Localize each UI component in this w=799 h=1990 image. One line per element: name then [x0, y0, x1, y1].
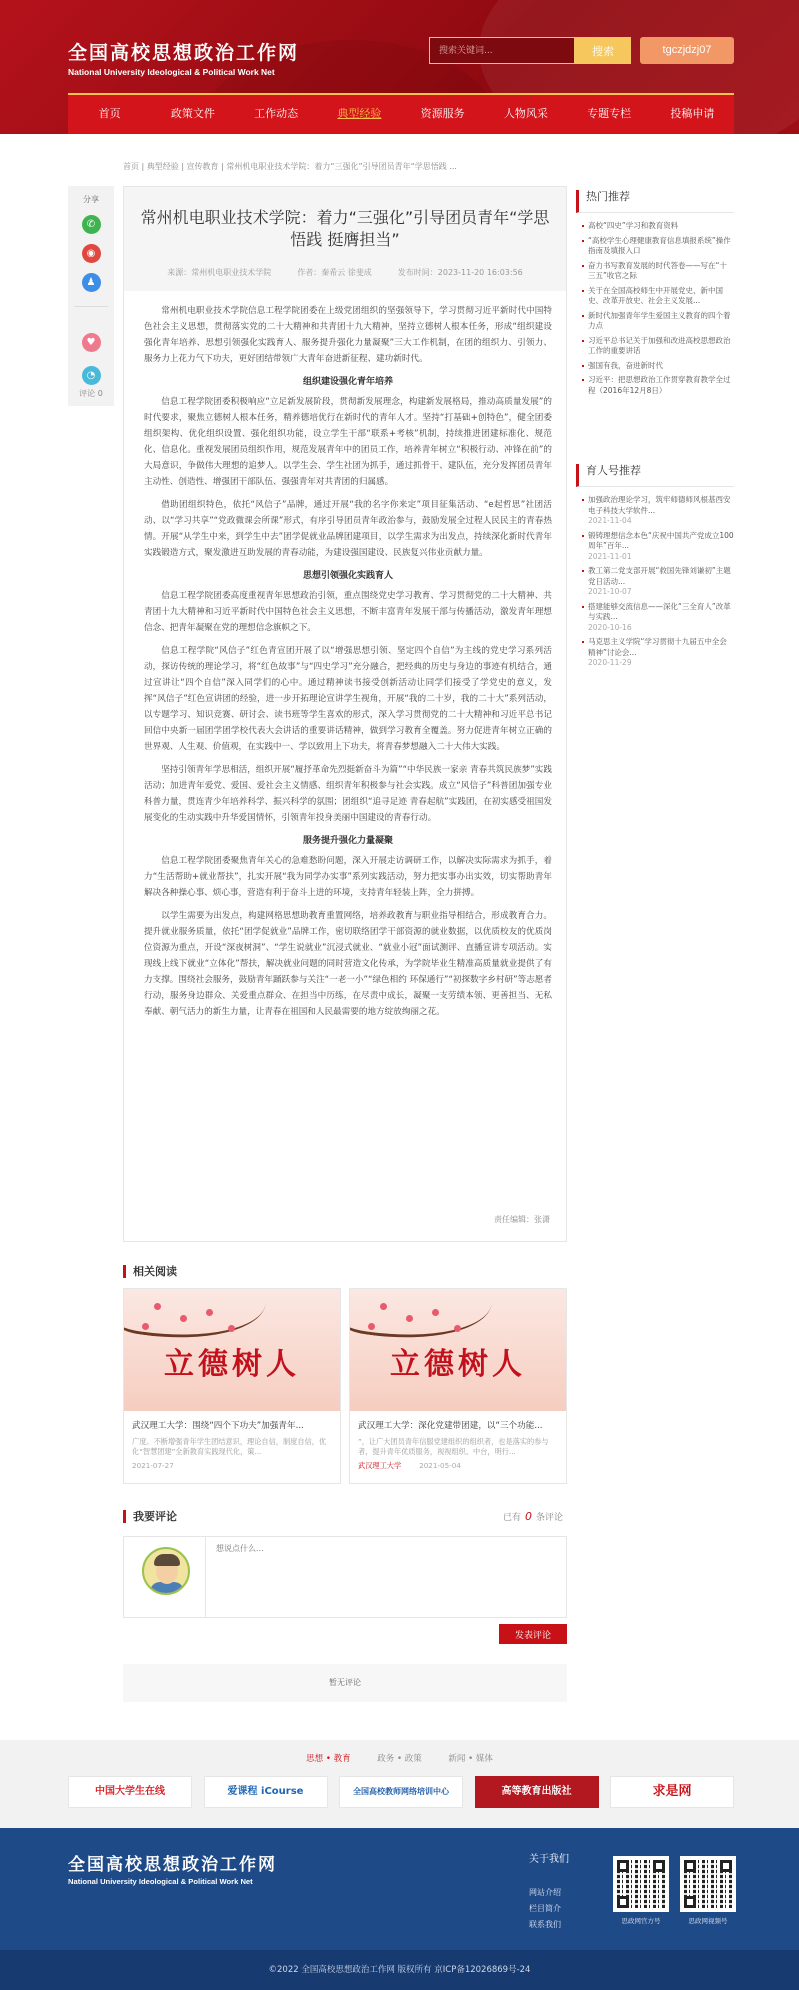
list-item[interactable]: “高校学生心理健康教育信息填报系统”操作指南及填报入口	[582, 236, 734, 257]
list-item[interactable]	[582, 637, 734, 669]
nav-topics[interactable]: 专题专栏	[587, 107, 632, 120]
links-tabs	[0, 1752, 799, 1764]
list-item[interactable]: 关于在全国高校师生中开展党史、新中国史、改革开放史、社会主义发展...	[582, 286, 734, 307]
list-item[interactable]	[582, 495, 734, 527]
footer-link[interactable]: 网站介绍	[529, 1888, 561, 1897]
article-editor: 责任编辑：张潇	[494, 1215, 550, 1224]
site-logo[interactable]	[68, 38, 299, 77]
yuren-recommend	[576, 464, 734, 673]
comment-form	[123, 1536, 567, 1618]
article-paragraph: 常州机电职业技术学院信息工程学院团委在上级党团组织的坚强领导下，学习贯彻习近平新时代中国特色社会主义思想，贯彻落实党的二十大精神和共青团十九大精神，坚持立德树人根本任务，形成“组织建设强化青年培养、思想引领强化实践育人、服务提升强化力量凝聚”三大工作机制，在团的组织力、引领力、服务力上花力气下功夫，更好团结带领广大青年奋进新征程、建功新时代。	[144, 306, 552, 364]
list-item-date: 2021-11-01	[588, 551, 632, 561]
comments-count-number: 0	[525, 1510, 533, 1523]
article-subhead: 服务提升强化力量凝聚	[302, 836, 393, 846]
related-card[interactable]	[123, 1288, 341, 1484]
article-subhead: 思想引领强化实践育人	[302, 571, 393, 581]
search-button[interactable]: 搜索	[575, 37, 631, 64]
avatar	[124, 1537, 206, 1617]
related-title: 相关阅读	[123, 1265, 177, 1278]
nav-work-news[interactable]: 工作动态	[254, 107, 299, 120]
related-card-desc: ”，让广大团员青年信服党建组织的组织者，也是落实的参与者，提升青年优质服务，视视组织、中台，明行...	[358, 1437, 549, 1456]
partner-logo[interactable]: 爱课程 iCourse	[204, 1776, 328, 1808]
nav-home[interactable]: 首页	[98, 107, 121, 120]
search-input[interactable]	[429, 37, 575, 64]
list-item-text: 锻铸理想信念本色“庆祝中国共产党成立100周年”百年...	[588, 530, 734, 550]
related-card-tag[interactable]: 武汉理工大学	[358, 1461, 402, 1470]
related-image	[124, 1289, 340, 1411]
main-nav	[68, 93, 734, 134]
comments-count-suffix: 条评论	[536, 1513, 564, 1523]
list-item[interactable]	[582, 566, 734, 598]
qr-code	[680, 1856, 736, 1925]
list-item-text: 搭建能够交流信息——深化“三全育人”改革与实践...	[588, 601, 731, 621]
submit-comment-button[interactable]: 发表评论	[499, 1624, 567, 1644]
list-item[interactable]	[582, 531, 734, 563]
nav-people[interactable]: 人物风采	[503, 107, 548, 120]
related-card-meta	[358, 1461, 558, 1471]
related-card-title[interactable]: 武汉理工大学：围绕“四个下功夫”加强青年...	[132, 1421, 304, 1431]
qr-caption: 思政网视频号	[688, 1917, 728, 1925]
partner-logo[interactable]: 求是网	[610, 1776, 734, 1808]
logo-en: National University Ideological & Political Work Net	[68, 67, 275, 77]
article-body	[124, 291, 566, 1020]
partner-logo[interactable]: 全国高校教师网络培训中心	[339, 1776, 463, 1808]
user-account-button[interactable]: tgczjdzj07	[640, 37, 734, 64]
article-paragraph: 信息工程学院团委积极响应“立足新发展阶段，贯彻新发展理念，构建新发展格局，推动高质量发展”的时代要求，聚焦立德树人根本任务，精养德培优行在新时代的青年人才。坚持“打基础+创特色”，健全团委组织架构、优化组织设置、强化组织功能，设立学生干部“联系+考核”机制，持续推进团建标准化、规范化、信息化。重视发展团员组织作用，规范发展青年中的团员工作，培养青年树立“积极行动、冲锋在前”的大局意识，争做伟大理想的追梦人。以学生会、学生社团为抓手，通过抓骨干、建队伍，充分发挥团员青年主动性、创造性、增强团干部队伍、强强青年对共青团的归属感。	[144, 397, 552, 487]
weibo-icon[interactable]: ◉	[82, 244, 101, 263]
qr-code-icon	[680, 1856, 736, 1912]
footer-logo[interactable]	[68, 1850, 277, 1886]
list-item-text: 教工第二党支部开展“救国先锋刘谦初”主题党日活动...	[588, 566, 731, 586]
article-paragraph: 信息工程学院团委聚焦青年关心的急难愁盼问题，深入开展走访调研工作，以解决实际需求为抓手，着力“生活帮助+就业帮扶”，扎实开展“我为同学办实事”系列实践活动，努力把实事办出实效，切实帮助青年解决各种操心事、烦心事，营造有利于奋斗上进的环境，支持青年轻装上阵，全力拼搏。	[144, 856, 552, 898]
nav-policy[interactable]: 政策文件	[170, 107, 215, 120]
comments-count	[503, 1510, 563, 1523]
footer-logo-en: National University Ideological & Political Work Net	[68, 1877, 253, 1886]
related-card[interactable]	[349, 1288, 567, 1484]
list-item-text: 加强政治理论学习，筑牢师德师风根基西安电子科技大学软件...	[588, 495, 731, 515]
comment-count: 评论 0	[79, 389, 103, 398]
related-text	[124, 1411, 340, 1478]
yuren-list	[576, 487, 734, 669]
list-item[interactable]: 强国有我，奋进新时代	[582, 361, 734, 372]
logo-cn: 全国高校思想政治工作网	[68, 42, 300, 64]
qr-code	[613, 1856, 669, 1925]
comments-count-prefix: 已有	[503, 1513, 522, 1523]
qr-caption: 思政网官方号	[621, 1917, 661, 1925]
list-item[interactable]: 奋力书写教育发展的时代答卷——写在“十三五”收官之际	[582, 261, 734, 282]
article-author: 作者：秦希云 徐斐成	[297, 268, 372, 277]
article-header	[124, 187, 566, 291]
comment-input[interactable]	[206, 1537, 566, 1617]
article-paragraph: 坚持引领青年学思相活，组织开展“履抒革命先烈挺新奋斗为篇”“中华民族一家亲 青春共筑民族梦”实践活动；加进青年爱党、爱国、爱社会主义情感、组织青年积极参与社会实践。成立“风信子”科普团加强专业科普力量，贯连青少年培养科学、振兴科学的氛围；团组织“追寻足迹 青春起航”实践团，在初实感受祖国发展变化的生动实践中升华爱国情怀，引领青年投身美丽中国建设的青春行动。	[144, 765, 552, 823]
article-source: 来源：常州机电职业技术学院	[167, 268, 272, 277]
qr-code-icon	[613, 1856, 669, 1912]
wechat-icon[interactable]: ✆	[82, 215, 101, 234]
tab-ideology-education[interactable]: 思想 • 教育	[306, 1754, 351, 1764]
nav-resources[interactable]: 资源服务	[420, 107, 465, 120]
list-item[interactable]: 习近平：把思想政治工作贯穿教育教学全过程（2016年12月8日）	[582, 375, 734, 396]
article-subhead: 组织建设强化青年培养	[302, 377, 393, 387]
avatar-icon	[142, 1547, 190, 1595]
about-us-title: 关于我们	[529, 1854, 569, 1865]
yuren-recommend-title: 育人号推荐	[576, 464, 734, 487]
related-slogan: 立德树人	[164, 1347, 300, 1382]
search-bar	[429, 37, 631, 64]
related-card-title[interactable]: 武汉理工大学：深化党建带团建，以“三个功能...	[358, 1421, 543, 1431]
article-paragraph: 信息工程学院团委高度重视青年思想政治引领，重点围绕党史学习教育、学习贯彻党的二十大精神、共青团十九大精神和习近平新时代中国特色社会主义思想，不断丰富青年发展干部与传播活动，激发青年理想信念、把青年凝聚在党的理想信念旗帜之下。	[144, 591, 552, 633]
list-item-date: 2020-10-16	[588, 622, 632, 632]
related-image	[350, 1289, 566, 1411]
article-title: 常州机电职业技术学院：着力“三强化”引导团员青年“学思悟践 挺膺担当”	[140, 208, 550, 249]
footer-link[interactable]: 栏目简介	[529, 1904, 561, 1913]
qq-icon[interactable]: ♟	[82, 273, 101, 292]
related-card-date: 2021-07-27	[132, 1461, 174, 1470]
list-item-text: 马克思主义学院“学习贯彻十九届五中全会精神”讨论会...	[588, 637, 727, 657]
hot-recommend	[576, 190, 734, 400]
comments-title: 我要评论	[123, 1510, 177, 1523]
comment-icon[interactable]: ◔	[82, 366, 101, 385]
friend-links	[0, 1740, 799, 1828]
list-item-date: 2021-10-07	[588, 587, 632, 596]
empty-comments: 暂无评论	[123, 1664, 567, 1702]
list-item-date: 2020-11-29	[588, 658, 632, 667]
hot-list	[576, 213, 734, 396]
breadcrumb[interactable]: 首页 | 典型经验 | 宣传教育 | 常州机电职业技术学院：着力“三强化”引导团员青年“学思悟践 ...	[123, 162, 457, 171]
related-slogan: 立德树人	[390, 1347, 526, 1382]
share-sidebar	[68, 186, 114, 406]
list-item[interactable]: 高校“四史”学习和教育资料	[582, 221, 734, 232]
partner-logo[interactable]: 高等教育出版社	[475, 1776, 599, 1808]
list-item[interactable]: 新时代加强青年学生爱国主义教育的四个着力点	[582, 311, 734, 332]
about-us	[529, 1850, 569, 1933]
footer-logo-cn: 全国高校思想政治工作网	[68, 1855, 277, 1875]
related-card-desc: 广度。不断增强青年学生团结意识，理论自信，制度自信，优化“智慧团建”全新教育实践现代化，策...	[132, 1437, 327, 1456]
related-card-date: 2021-05-04	[419, 1461, 461, 1470]
partner-logo[interactable]: 中国大学生在线	[68, 1776, 192, 1808]
article-paragraph: 借助团组织特色，依托“风信子”品牌，通过开展“我的名字你来定”项目征集活动、“e起哲思”社团活动、以“学习共享”“党政微课会所课”形式，有序引导团员青年政治参与，鼓励发展全过程人民民主的青春热情。开展“从学生中来，到学生中去”团学促就业品牌团建项目，以学生需求为出发点，持续深化新时代青年实践锻造方式，聚发激进互助发展的青春动能，为建设强国建设、民族复兴伟业贡献力量。	[144, 500, 552, 558]
share-label: 分享	[83, 195, 99, 204]
article-meta	[136, 267, 554, 278]
article-paragraph: 以学生需要为出发点，构建网格思想助教育重置网络，培养政教育与职业指导相结合，形成教育合力。提升就业服务质量，依托“团学促就业”品牌工作，密切联络团学干部资源的就业数据，以优质校友的优质岗位资源为重点，开设“深夜树洞”、“学生说就业”沉浸式就业、“就业小冠”面试测评、直播宣讲专项活动。实现线上线下就业“立体化”帮扶，解决就业问题的同时营造文化传承，为学院毕业生精准高质量就业提供了有力支撑。围绕社会服务，鼓励青年踊跃参与关注“一老一小”“绿色相约 环保通行”“初探数字乡村研”等志愿者行动，服务身边群众、关爱重点群众、在担当中历练，在尽责中成长，凝聚一支劳绩本领、更善担当、无私奉献、朝气活力的新生力量，让青春在祖国和人民最需要的地方绽放绚丽之花。	[144, 911, 552, 1017]
partner-logos	[68, 1776, 734, 1810]
copyright: ©2022 全国高校思想政治工作网 版权所有 京ICP备12026869号-24	[0, 1950, 799, 1990]
list-item[interactable]	[582, 602, 734, 634]
nav-submit[interactable]: 投稿申请	[670, 107, 715, 120]
site-header	[0, 0, 799, 134]
list-item[interactable]: 习近平总书记关于加强和改进高校思想政治工作的重要讲话	[582, 336, 734, 357]
tab-government-policy[interactable]: 政务 • 政策	[377, 1754, 422, 1764]
article	[123, 186, 567, 1242]
nav-typical-experience[interactable]: 典型经验	[337, 107, 382, 120]
footer-link[interactable]: 联系我们	[529, 1920, 561, 1929]
article-paragraph: 信息工程学院“风信子”红色青宣团开展了以“增强思想引领、坚定四个自信”为主线的党史学习系列活动，探访传统的理论学习，将“红色故事”与“四史学习”充分融合，把经典的历史与身边的事迹有机结合，通过宣讲让“四个自信”深入同学们的心中。通过精神读书接受创新活动让同学们接受了学党史的意义，发挥“风信子”红色宣讲团的经验，进一步开拓理论宣讲学生视角，开展“我的二十岁，我的二十大”系列活动，以专题学习、知识竞赛、研讨会、读书班等学生喜欢的形式，深入学习贯彻党的二十大精神和习近平总书记回信中央新一届团学团学校代表大会讲话的重要讲话精神，做到学习教育全覆盖。努力促进青年树立正确的世界观、人生观、价值观，在实践中一、学以致用上下功夫，将青春梦想融入二十大伟大实践。	[144, 646, 552, 752]
hot-recommend-title: 热门推荐	[576, 190, 734, 213]
related-text	[350, 1411, 566, 1479]
divider	[74, 306, 108, 307]
list-item-date: 2021-11-04	[588, 516, 632, 525]
like-icon[interactable]: ♥	[82, 333, 101, 352]
article-time: 发布时间：2023-11-20 16:03:56	[397, 268, 523, 277]
tab-news-media[interactable]: 新闻 • 媒体	[448, 1754, 493, 1764]
